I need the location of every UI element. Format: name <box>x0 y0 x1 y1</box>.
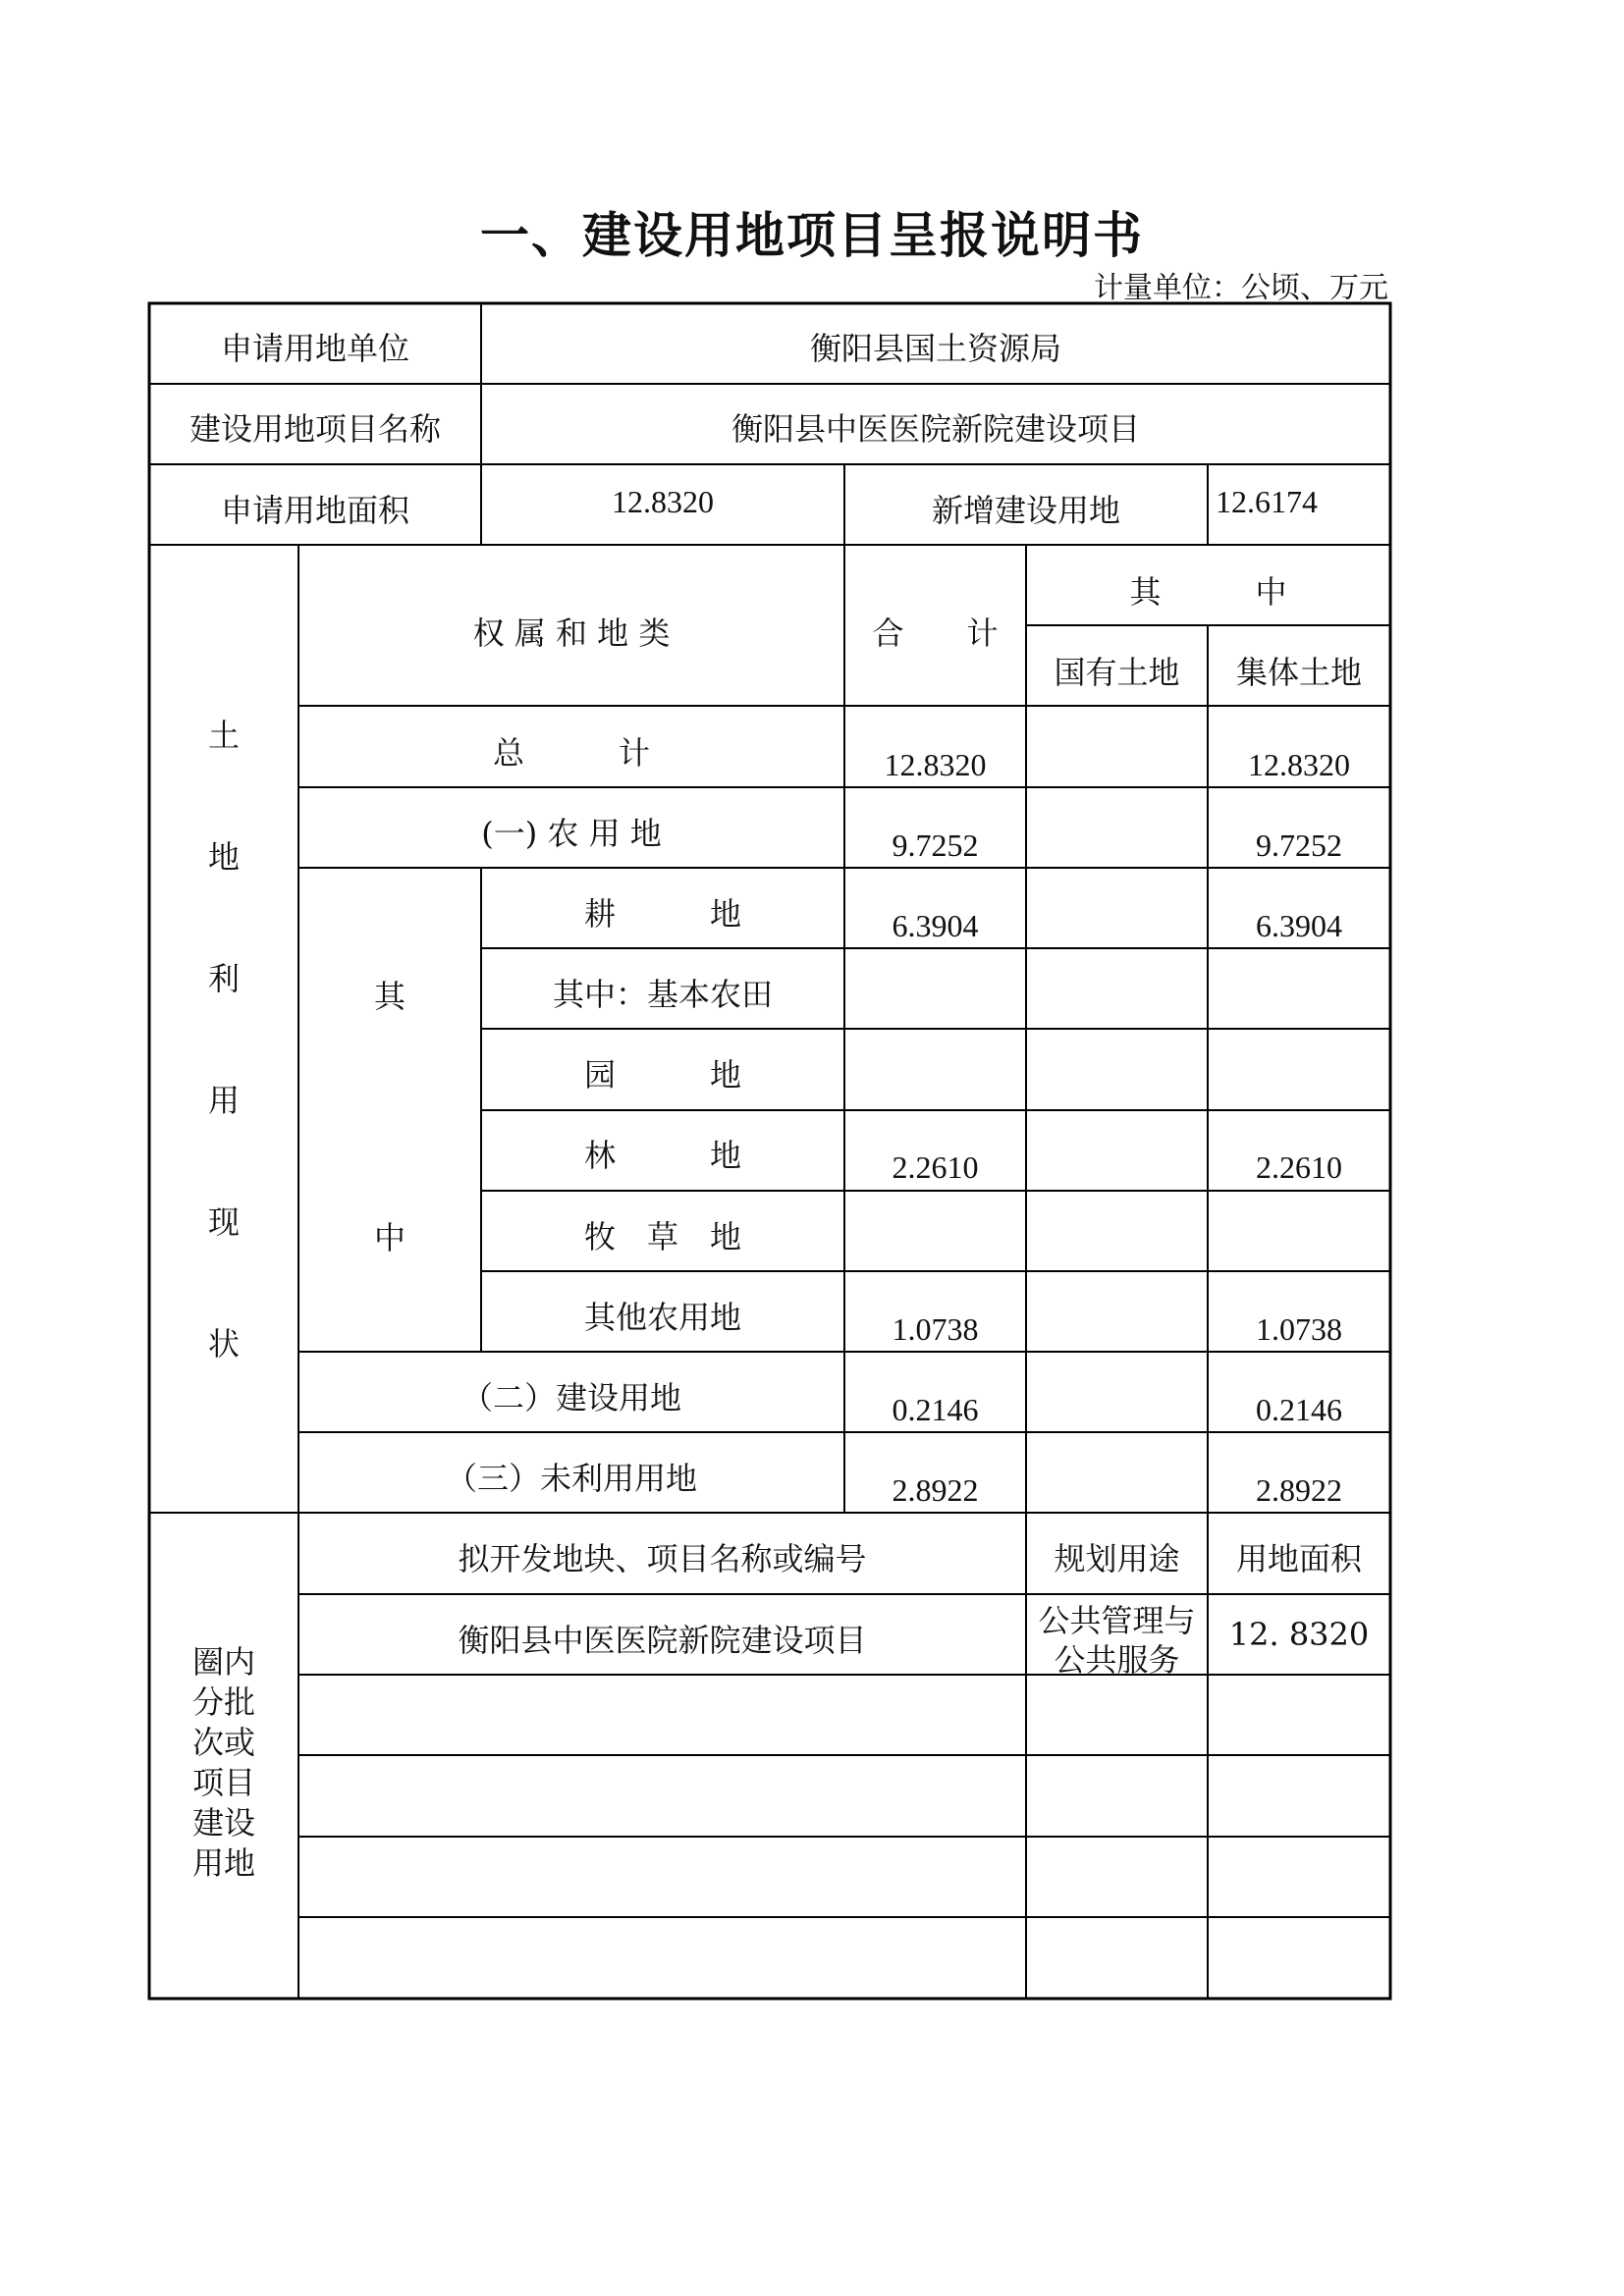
batch-section-line: 次或 <box>191 1724 255 1761</box>
of-which-char: 中 <box>373 1219 406 1256</box>
collective-land-value: 2.2610 <box>1256 1149 1342 1185</box>
collective-land-value: 9.7252 <box>1256 828 1342 863</box>
row-label-agricultural: (一) 农 用 地 <box>481 815 662 852</box>
col-total: 合 计 <box>872 614 999 652</box>
unit-label: 计量单位：公顷、万元 <box>1094 271 1388 305</box>
project-label: 建设用地项目名称 <box>189 410 441 448</box>
row-label-construction: （二）建设用地 <box>460 1379 681 1416</box>
collective-land-value: 12.8320 <box>1248 747 1350 782</box>
collective-land-value: 0.2146 <box>1256 1392 1342 1427</box>
row-label-unused: （三）未利用用地 <box>445 1460 697 1497</box>
total-value: 6.3904 <box>892 908 979 943</box>
land-use-char: 土 <box>207 717 240 754</box>
col-plot-name: 拟开发地块、项目名称或编号 <box>458 1540 867 1577</box>
document-title: 一、建设用地项目呈报说明书 <box>480 207 1144 264</box>
row-label-pasture: 牧 草 地 <box>583 1218 741 1255</box>
row-label-cultivated: 耕 地 <box>583 895 741 933</box>
new-construction-label: 新增建设用地 <box>931 492 1120 529</box>
row-label-total: 总 计 <box>492 734 650 772</box>
total-value: 1.0738 <box>892 1311 979 1347</box>
batch-section-line: 项目 <box>191 1764 255 1801</box>
col-collective-land: 集体土地 <box>1235 654 1362 691</box>
total-value: 9.7252 <box>892 828 979 863</box>
land-use-char: 状 <box>207 1325 240 1362</box>
applicant-value: 衡阳县国土资源局 <box>809 330 1061 367</box>
batch-row-area: 12. 8320 <box>1228 1616 1370 1653</box>
applicant-label: 申请用地单位 <box>220 330 409 367</box>
area-label: 申请用地面积 <box>220 492 409 529</box>
col-of-which: 其 中 <box>1129 573 1287 611</box>
row-label-basic-farmland: 其中：基本农田 <box>552 976 773 1013</box>
total-value: 2.2610 <box>892 1149 979 1185</box>
col-planned-use: 规划用途 <box>1054 1540 1180 1577</box>
total-value: 0.2146 <box>892 1392 979 1427</box>
collective-land-value: 2.8922 <box>1256 1472 1342 1508</box>
project-value: 衡阳县中医医院新院建设项目 <box>731 410 1140 448</box>
col-state-land: 国有土地 <box>1054 654 1180 691</box>
batch-section-line: 圈内 <box>191 1643 255 1681</box>
collective-land-value: 6.3904 <box>1256 908 1342 943</box>
row-label-other-agricultural: 其他农用地 <box>583 1299 741 1336</box>
of-which-char: 其 <box>373 978 406 1015</box>
batch-section-line: 分批 <box>191 1683 255 1721</box>
area-value: 12.8320 <box>612 484 714 519</box>
land-use-char: 地 <box>207 838 240 876</box>
batch-row-use: 公共管理与 <box>1038 1602 1196 1639</box>
land-use-char: 现 <box>207 1203 240 1241</box>
batch-section-line: 用地 <box>191 1844 255 1882</box>
land-use-char: 用 <box>207 1082 240 1119</box>
row-label-forest: 林 地 <box>583 1137 741 1174</box>
total-value: 12.8320 <box>884 747 987 782</box>
col-category: 权 属 和 地 类 <box>472 614 671 652</box>
new-construction-value: 12.6174 <box>1216 484 1318 519</box>
collective-land-value: 1.0738 <box>1256 1311 1342 1347</box>
total-value: 2.8922 <box>892 1472 979 1508</box>
batch-row-use: 公共服务 <box>1054 1641 1180 1679</box>
col-land-area: 用地面积 <box>1235 1540 1362 1577</box>
batch-row-name: 衡阳县中医医院新院建设项目 <box>458 1622 867 1659</box>
row-label-garden: 园 地 <box>583 1056 741 1094</box>
batch-section-line: 建设 <box>191 1804 255 1842</box>
land-use-char: 利 <box>207 960 240 997</box>
